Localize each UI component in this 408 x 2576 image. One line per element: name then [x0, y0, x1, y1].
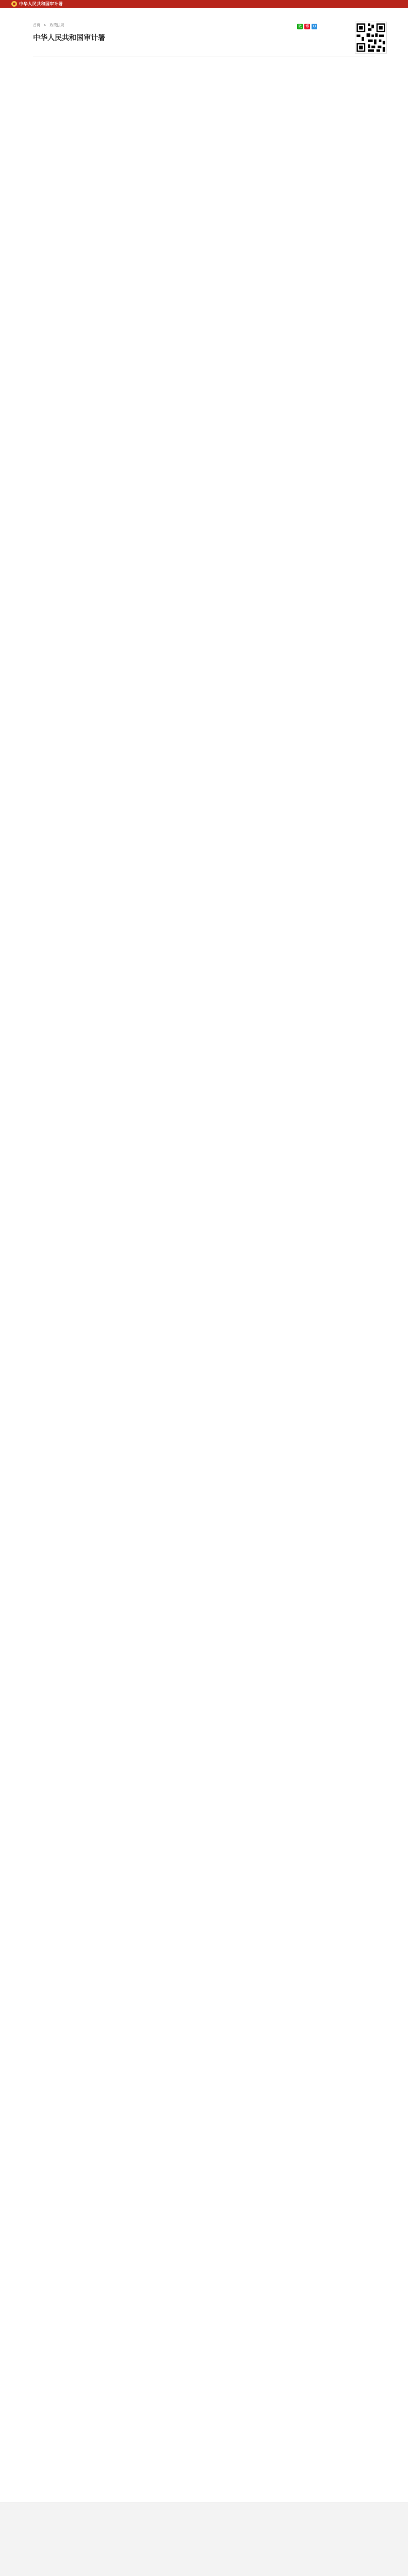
site-name: 中华人民共和国审计署 [19, 2, 63, 6]
share-weibo-button[interactable]: 博 [305, 24, 309, 28]
breadcrumb-home[interactable]: 首页 [33, 23, 40, 27]
breadcrumb-sep: > [43, 23, 47, 27]
share-qq-button[interactable]: Q [312, 24, 317, 29]
site-footer [0, 2502, 408, 2576]
article-body [33, 63, 375, 2494]
qr-code-icon [355, 22, 387, 54]
national-emblem-icon [11, 1, 17, 7]
page-title: 中华人民共和国审计署 [33, 34, 105, 42]
breadcrumb [33, 23, 66, 28]
site-logo[interactable] [11, 1, 63, 7]
breadcrumb-policy[interactable]: 政策法规 [50, 23, 64, 27]
top-bar [0, 0, 408, 8]
share-bar [296, 24, 317, 29]
share-wechat-button[interactable]: 微 [298, 24, 302, 28]
